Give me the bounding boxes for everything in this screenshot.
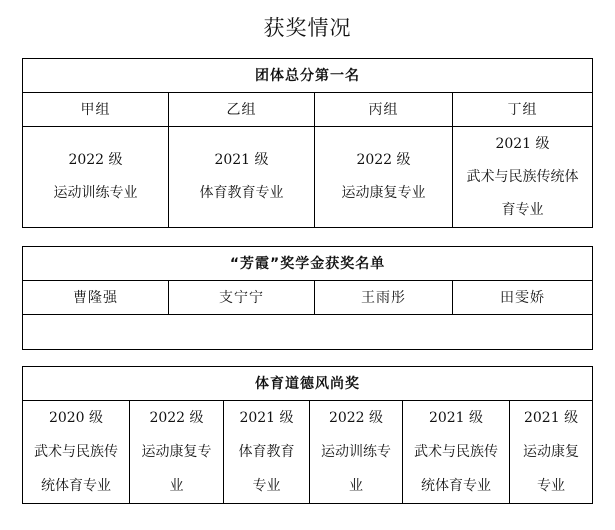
cell-line: 2021 级 xyxy=(495,135,550,152)
cell-line: 武术与民族传 xyxy=(414,444,498,460)
scholarship-name: 田雯娇 xyxy=(453,281,593,315)
ethics-award-table xyxy=(22,366,593,504)
scholarship-name: 支宁宁 xyxy=(169,281,315,315)
cell-line: 运动康复 xyxy=(523,444,580,460)
group-ding: 丁组 xyxy=(453,93,593,127)
scholarship-name: 曹隆强 xyxy=(23,281,169,315)
cell-line: 业 xyxy=(169,478,184,494)
cell-line: 专业 xyxy=(252,478,281,494)
cell-line: 2022 级 xyxy=(68,152,123,168)
cell-line: 武术与民族传统体 xyxy=(466,168,579,185)
cell-line: 2021 级 xyxy=(428,410,484,426)
cell-line: 2022 级 xyxy=(328,410,384,426)
cell-line: 专业 xyxy=(537,478,566,494)
cell-line: 业 xyxy=(349,478,363,494)
ethics-award-header: 体育道德风尚奖 xyxy=(23,367,593,401)
cell-line: 育专业 xyxy=(501,201,544,218)
scholarship-table xyxy=(22,246,593,350)
team-award-header: 团体总分第一名 xyxy=(23,59,593,93)
cell-line: 2022 级 xyxy=(149,410,204,426)
cell-line: 体育教育 xyxy=(238,444,295,460)
ethics-winner-cell xyxy=(403,401,510,504)
team-winner-cell xyxy=(453,127,593,228)
team-award-table xyxy=(22,58,593,228)
scholarship-name: 王雨彤 xyxy=(315,281,453,315)
cell-line: 2020 级 xyxy=(48,410,104,426)
team-winner-cell xyxy=(315,127,453,228)
empty-row xyxy=(23,315,593,350)
ethics-winner-cell xyxy=(224,401,310,504)
cell-line: 2021 级 xyxy=(214,152,269,168)
ethics-winner-cell xyxy=(510,401,593,504)
cell-line: 运动康复专业 xyxy=(341,185,426,201)
cell-line: 运动训练专业 xyxy=(53,185,138,201)
cell-line: 统体育专业 xyxy=(421,478,491,494)
group-bing: 丙组 xyxy=(315,93,453,127)
cell-line: 武术与民族传 xyxy=(34,444,118,460)
cell-line: 统体育专业 xyxy=(41,478,111,494)
group-yi: 乙组 xyxy=(169,93,315,127)
team-winner-cell xyxy=(23,127,169,228)
scholarship-header: “芳霞”奖学金获奖名单 xyxy=(23,247,593,281)
ethics-winner-cell xyxy=(310,401,403,504)
cell-line: 2021 级 xyxy=(523,410,579,426)
cell-line: 运动康复专 xyxy=(141,444,212,460)
cell-line: 2022 级 xyxy=(356,152,411,168)
team-winner-cell xyxy=(169,127,315,228)
ethics-winner-cell xyxy=(23,401,130,504)
cell-line: 运动训练专 xyxy=(321,444,391,460)
group-jia: 甲组 xyxy=(23,93,169,127)
document-title: 获奖情况 xyxy=(263,16,352,40)
cell-line: 2021 级 xyxy=(239,410,294,426)
cell-line: 体育教育专业 xyxy=(199,185,284,201)
ethics-winner-cell xyxy=(130,401,224,504)
